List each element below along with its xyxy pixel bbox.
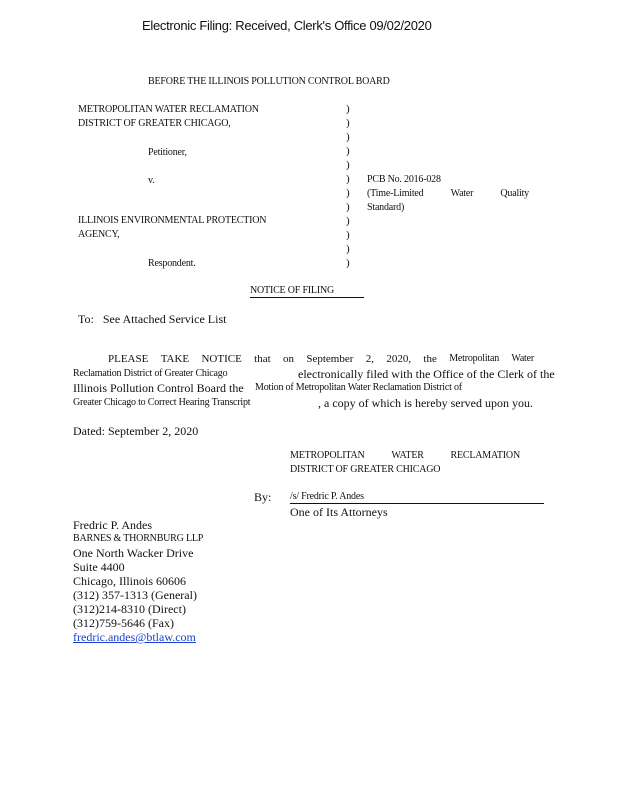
body-word: PLEASE	[108, 353, 149, 365]
signature-party-line2: DISTRICT OF GREATER CHICAGO	[290, 464, 441, 475]
notice-body-line2a: Reclamation District of Greater Chicago	[73, 368, 228, 379]
petitioner-name-line1: METROPOLITAN WATER RECLAMATION	[78, 104, 259, 115]
body-word: 2020,	[386, 353, 412, 365]
case-number: PCB No. 2016-028	[367, 174, 441, 185]
respondent-name-line1: ILLINOIS ENVIRONMENTAL PROTECTION	[78, 215, 267, 226]
case-type-line1	[367, 188, 529, 199]
attorney-phone-general: (312) 357-1313 (General)	[73, 588, 197, 602]
attorney-phone-direct: (312)214-8310 (Direct)	[73, 602, 186, 616]
signature-role: One of Its Attorneys	[290, 505, 388, 519]
body-word: Metropolitan	[449, 353, 500, 364]
caption-parentheses: ) ) ) ) ) ) ) ) ) ) ) )	[346, 103, 350, 269]
notice-body-line1	[108, 353, 534, 365]
notice-body-line4a: Greater Chicago to Correct Hearing Transcript	[73, 397, 251, 408]
notice-body-line3b: Motion of Metropolitan Water Reclamation District of	[255, 382, 462, 393]
notice-body-line3a: Illinois Pollution Control Board the	[73, 381, 244, 395]
to-line	[78, 312, 226, 327]
case-type-line2: Standard)	[367, 202, 405, 213]
board-heading: BEFORE THE ILLINOIS POLLUTION CONTROL BOARD	[148, 76, 390, 87]
body-word: NOTICE	[201, 353, 242, 365]
attorney-firm: BARNES & THORNBURG LLP	[73, 533, 204, 544]
to-value: See Attached Service List	[102, 312, 227, 326]
body-word: on	[283, 353, 294, 365]
versus: v.	[148, 175, 155, 186]
notice-body-line4b: , a copy of which is hereby served upon you.	[318, 396, 533, 410]
attorney-address1: One North Wacker Drive	[73, 546, 194, 560]
filing-stamp: Electronic Filing: Received, Clerk's Office 09/02/2020	[142, 18, 432, 33]
notice-body-line2b: electronically filed with the Office of the Clerk of the	[298, 367, 555, 381]
case-type-word: (Time-Limited	[367, 188, 424, 199]
signature-line: /s/ Fredric P. Andes	[290, 491, 544, 504]
by-label: By:	[254, 490, 272, 504]
attorney-fax: (312)759-5646 (Fax)	[73, 616, 174, 630]
signature-party-line1	[290, 450, 520, 461]
party-word: METROPOLITAN	[290, 450, 365, 461]
attorney-address2: Suite 4400	[73, 560, 125, 574]
party-word: RECLAMATION	[450, 450, 520, 461]
body-word: Water	[511, 353, 534, 364]
party-word: WATER	[391, 450, 424, 461]
respondent-role: Respondent.	[148, 258, 196, 269]
attorney-name: Fredric P. Andes	[73, 518, 152, 532]
dated-line: Dated: September 2, 2020	[73, 424, 199, 438]
attorney-email-link[interactable]: fredric.andes@btlaw.com	[73, 630, 196, 644]
body-word: that	[254, 353, 271, 365]
body-word: TAKE	[160, 353, 190, 365]
body-word: 2,	[365, 353, 374, 365]
petitioner-role: Petitioner,	[148, 147, 187, 158]
body-word: September	[306, 353, 354, 365]
body-word: the	[423, 353, 437, 365]
petitioner-name-line2: DISTRICT OF GREATER CHICAGO,	[78, 118, 231, 129]
case-type-word: Quality	[500, 188, 529, 199]
respondent-name-line2: AGENCY,	[78, 229, 120, 240]
case-type-word: Water	[450, 188, 474, 199]
to-label: To:	[78, 312, 94, 326]
attorney-city: Chicago, Illinois 60606	[73, 574, 186, 588]
notice-title: NOTICE OF FILING	[250, 285, 364, 298]
